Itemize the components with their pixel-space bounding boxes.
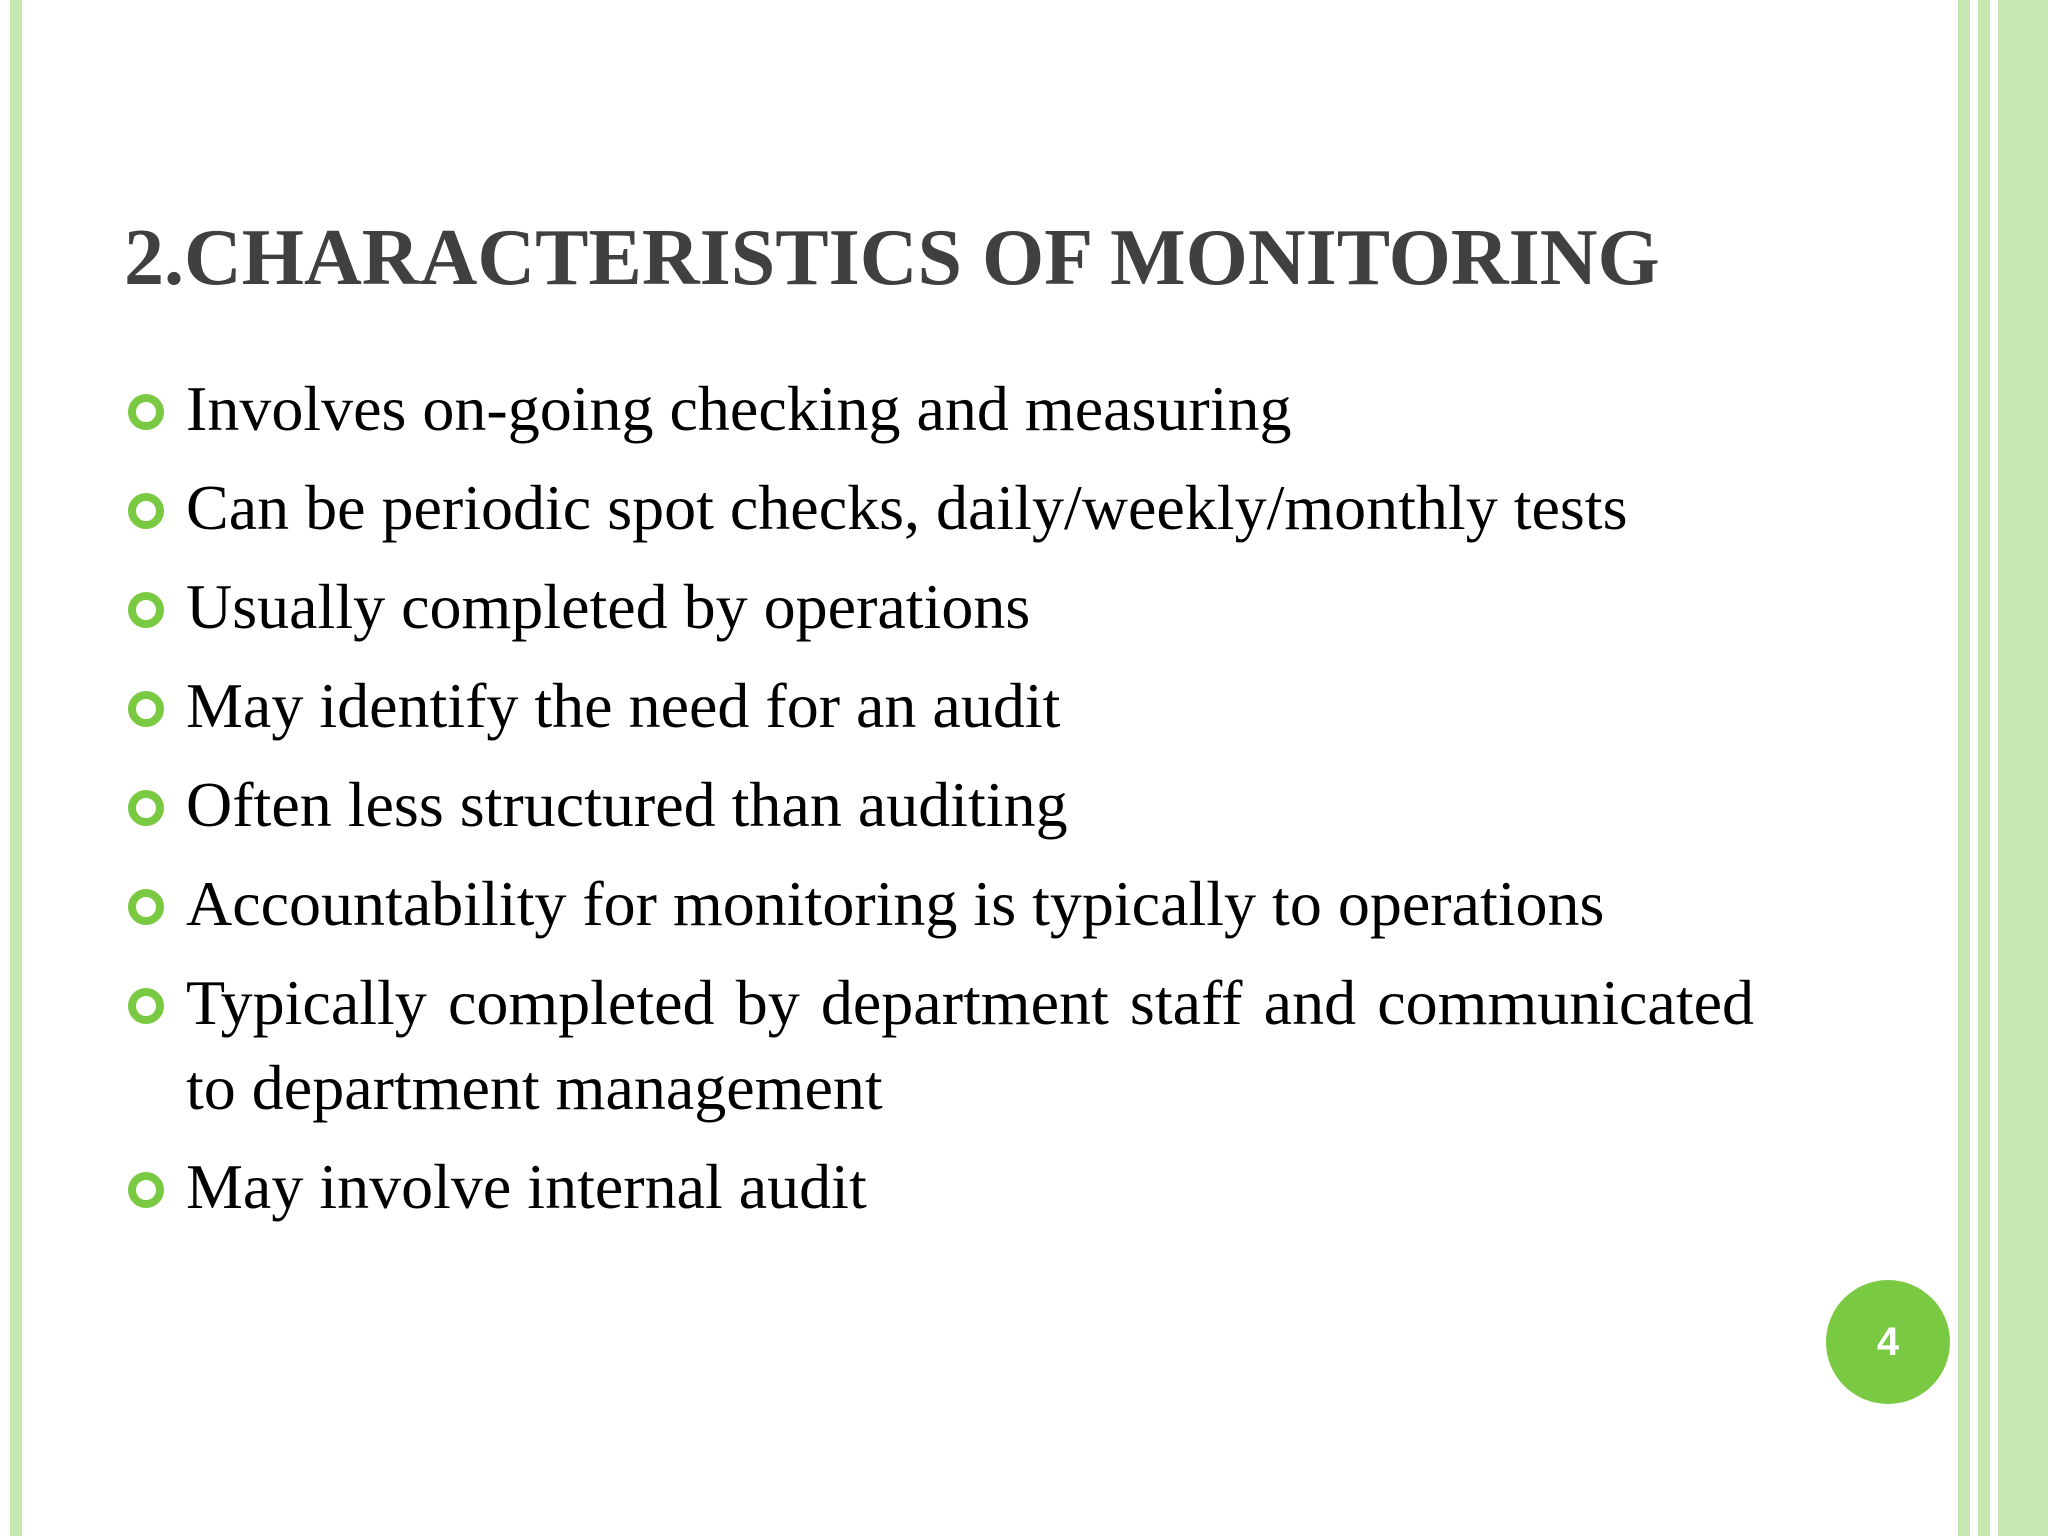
bullet-text: Often less structured than auditing (186, 769, 1068, 840)
hollow-circle-icon (128, 889, 164, 925)
hollow-circle-icon (128, 691, 164, 727)
bullet-item (124, 663, 1754, 748)
bullet-list (124, 366, 1754, 1243)
hollow-circle-icon (128, 592, 164, 628)
hollow-circle-icon (128, 1172, 164, 1208)
bullet-text: Involves on-going checking and measuring (186, 373, 1292, 444)
slide-title: 2.CHARACTERISTICS OF MONITORING (124, 214, 1660, 302)
bullet-text: Typically completed by department staff and communicated to department management (186, 967, 1754, 1123)
hollow-circle-icon (128, 790, 164, 826)
bullet-text: Accountability for monitoring is typically to operations (186, 868, 1605, 939)
right-frame-stripe-outer (1998, 0, 2048, 1536)
bullet-text: May involve internal audit (186, 1151, 867, 1222)
bullet-item (124, 465, 1754, 550)
bullet-item (124, 564, 1754, 649)
hollow-circle-icon (128, 394, 164, 430)
page-number-badge: 4 (1826, 1280, 1950, 1404)
bullet-item (124, 366, 1754, 451)
bullet-text: Can be periodic spot checks, daily/weekly/monthly tests (186, 472, 1628, 543)
bullet-text: May identify the need for an audit (186, 670, 1061, 741)
bullet-text: Usually completed by operations (186, 571, 1031, 642)
bullet-item (124, 762, 1754, 847)
hollow-circle-icon (128, 988, 164, 1024)
hollow-circle-icon (128, 493, 164, 529)
bullet-item (124, 960, 1754, 1130)
right-frame-stripe-middle (1978, 0, 1990, 1536)
bullet-item (124, 1144, 1754, 1229)
bullet-item (124, 861, 1754, 946)
right-frame-stripe-inner (1958, 0, 1970, 1536)
left-frame-stripe (10, 0, 22, 1536)
